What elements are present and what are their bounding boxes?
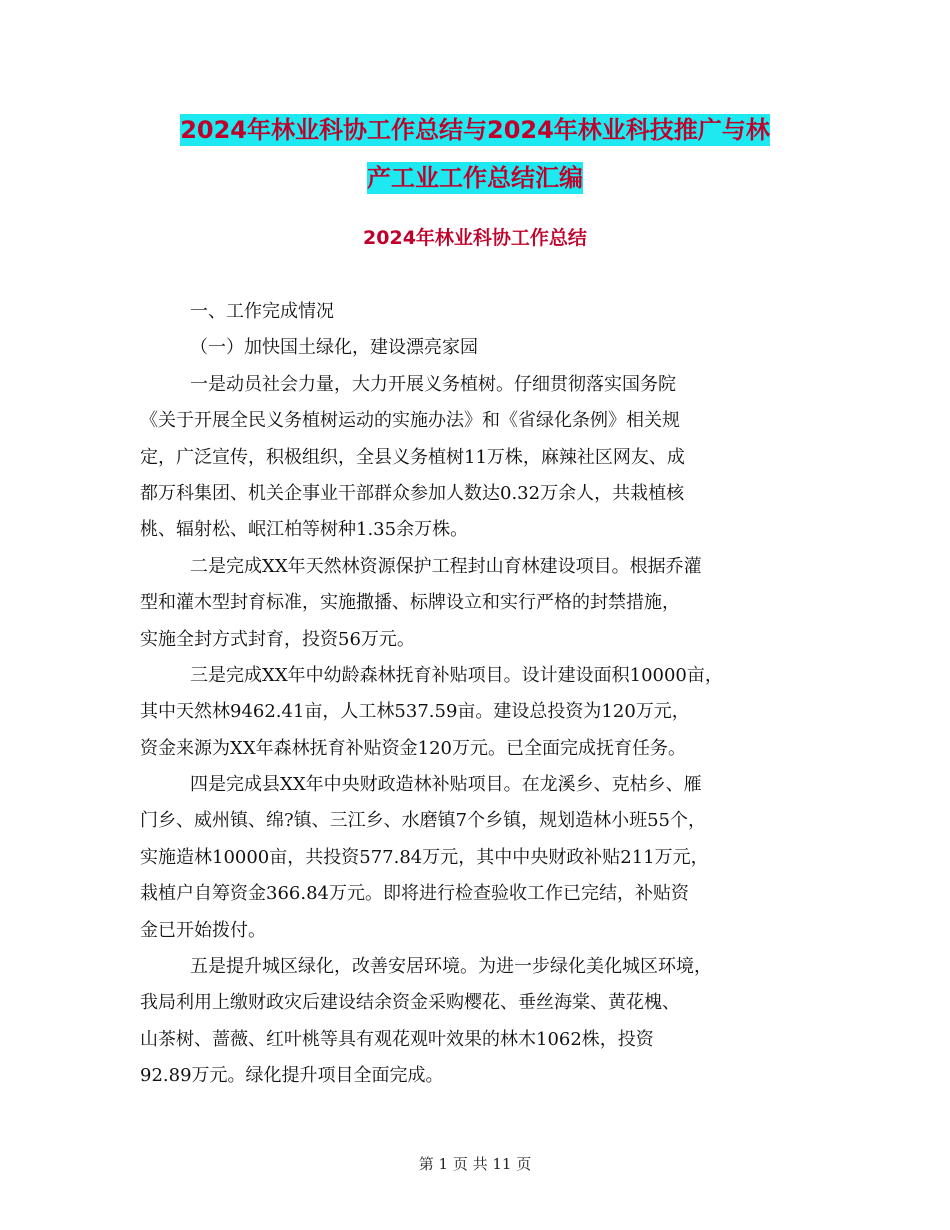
heading-work-completion: 一、工作完成情况 — [190, 301, 334, 322]
paragraph-line: 定，广泛宣传，积极组织，全县义务植树11万株，麻辣社区网友、成 — [140, 446, 685, 468]
paragraph-line: 金已开始拨付。 — [140, 919, 266, 941]
paragraph-line: 资金来源为XX年森林抚育补贴资金120万元。已全面完成抚育任务。 — [140, 737, 686, 759]
paragraph-line: 都万科集团、机关企事业干部群众参加人数达0.32万余人，共栽植核 — [140, 482, 685, 504]
document-title-line-2: 产工业工作总结汇编 — [367, 164, 583, 192]
paragraph-line: 二是完成XX年天然林资源保护工程封山育林建设项目。根据乔灌 — [190, 555, 702, 577]
paragraph-line: 其中天然林9462.41亩，人工林537.59亩。建设总投资为120万元， — [140, 701, 690, 723]
section-title: 2024年林业科协工作总结 — [363, 227, 587, 249]
paragraph-line: 栽植户自筹资金366.84万元。即将进行检查验收工作已完结，补贴资 — [140, 883, 689, 905]
paragraph-line: 五是提升城区绿化，改善安居环境。为进一步绿化美化城区环境， — [190, 956, 712, 978]
paragraph-line: 门乡、威州镇、绵?镇、三江乡、水磨镇7个乡镇，规划造林小班55个， — [140, 810, 707, 832]
page-footer: 第 1 页 共 11 页 — [418, 1155, 532, 1173]
paragraph-line: 三是完成XX年中幼龄森林抚育补贴项目。设计建设面积10000亩， — [190, 664, 723, 686]
subheading-greening: （一）加快国土绿化，建设漂亮家园 — [190, 337, 478, 359]
paragraph-line: 四是完成县XX年中央财政造林补贴项目。在龙溪乡、克枯乡、雁 — [190, 774, 702, 796]
paragraph-line: 山茶树、蔷薇、红叶桃等具有观花观叶效果的林木1062株，投资 — [140, 1028, 654, 1050]
paragraph-line: 实施全封方式封育，投资56万元。 — [140, 628, 415, 650]
document-title-line-1: 2024年林业科协工作总结与2024年林业科技推广与林 — [180, 116, 770, 144]
paragraph-line: 一是动员社会力量，大力开展义务植树。仔细贯彻落实国务院 — [190, 373, 676, 395]
paragraph-line: 92.89万元。绿化提升项目全面完成。 — [140, 1065, 444, 1087]
paragraph-line: 桃、辐射松、岷江柏等树种1.35余万株。 — [140, 519, 469, 541]
paragraph-line: 我局利用上缴财政灾后建设结余资金采购樱花、垂丝海棠、黄花槐、 — [140, 992, 680, 1014]
paragraph-line: 《关于开展全民义务植树运动的实施办法》和《省绿化条例》相关规 — [140, 410, 680, 432]
paragraph-line: 实施造林10000亩，共投资577.84万元，其中中央财政补贴211万元， — [140, 846, 709, 868]
document-body — [140, 294, 820, 1095]
paragraph-line: 型和灌木型封育标准，实施撒播、标牌设立和实行严格的封禁措施， — [140, 592, 680, 614]
